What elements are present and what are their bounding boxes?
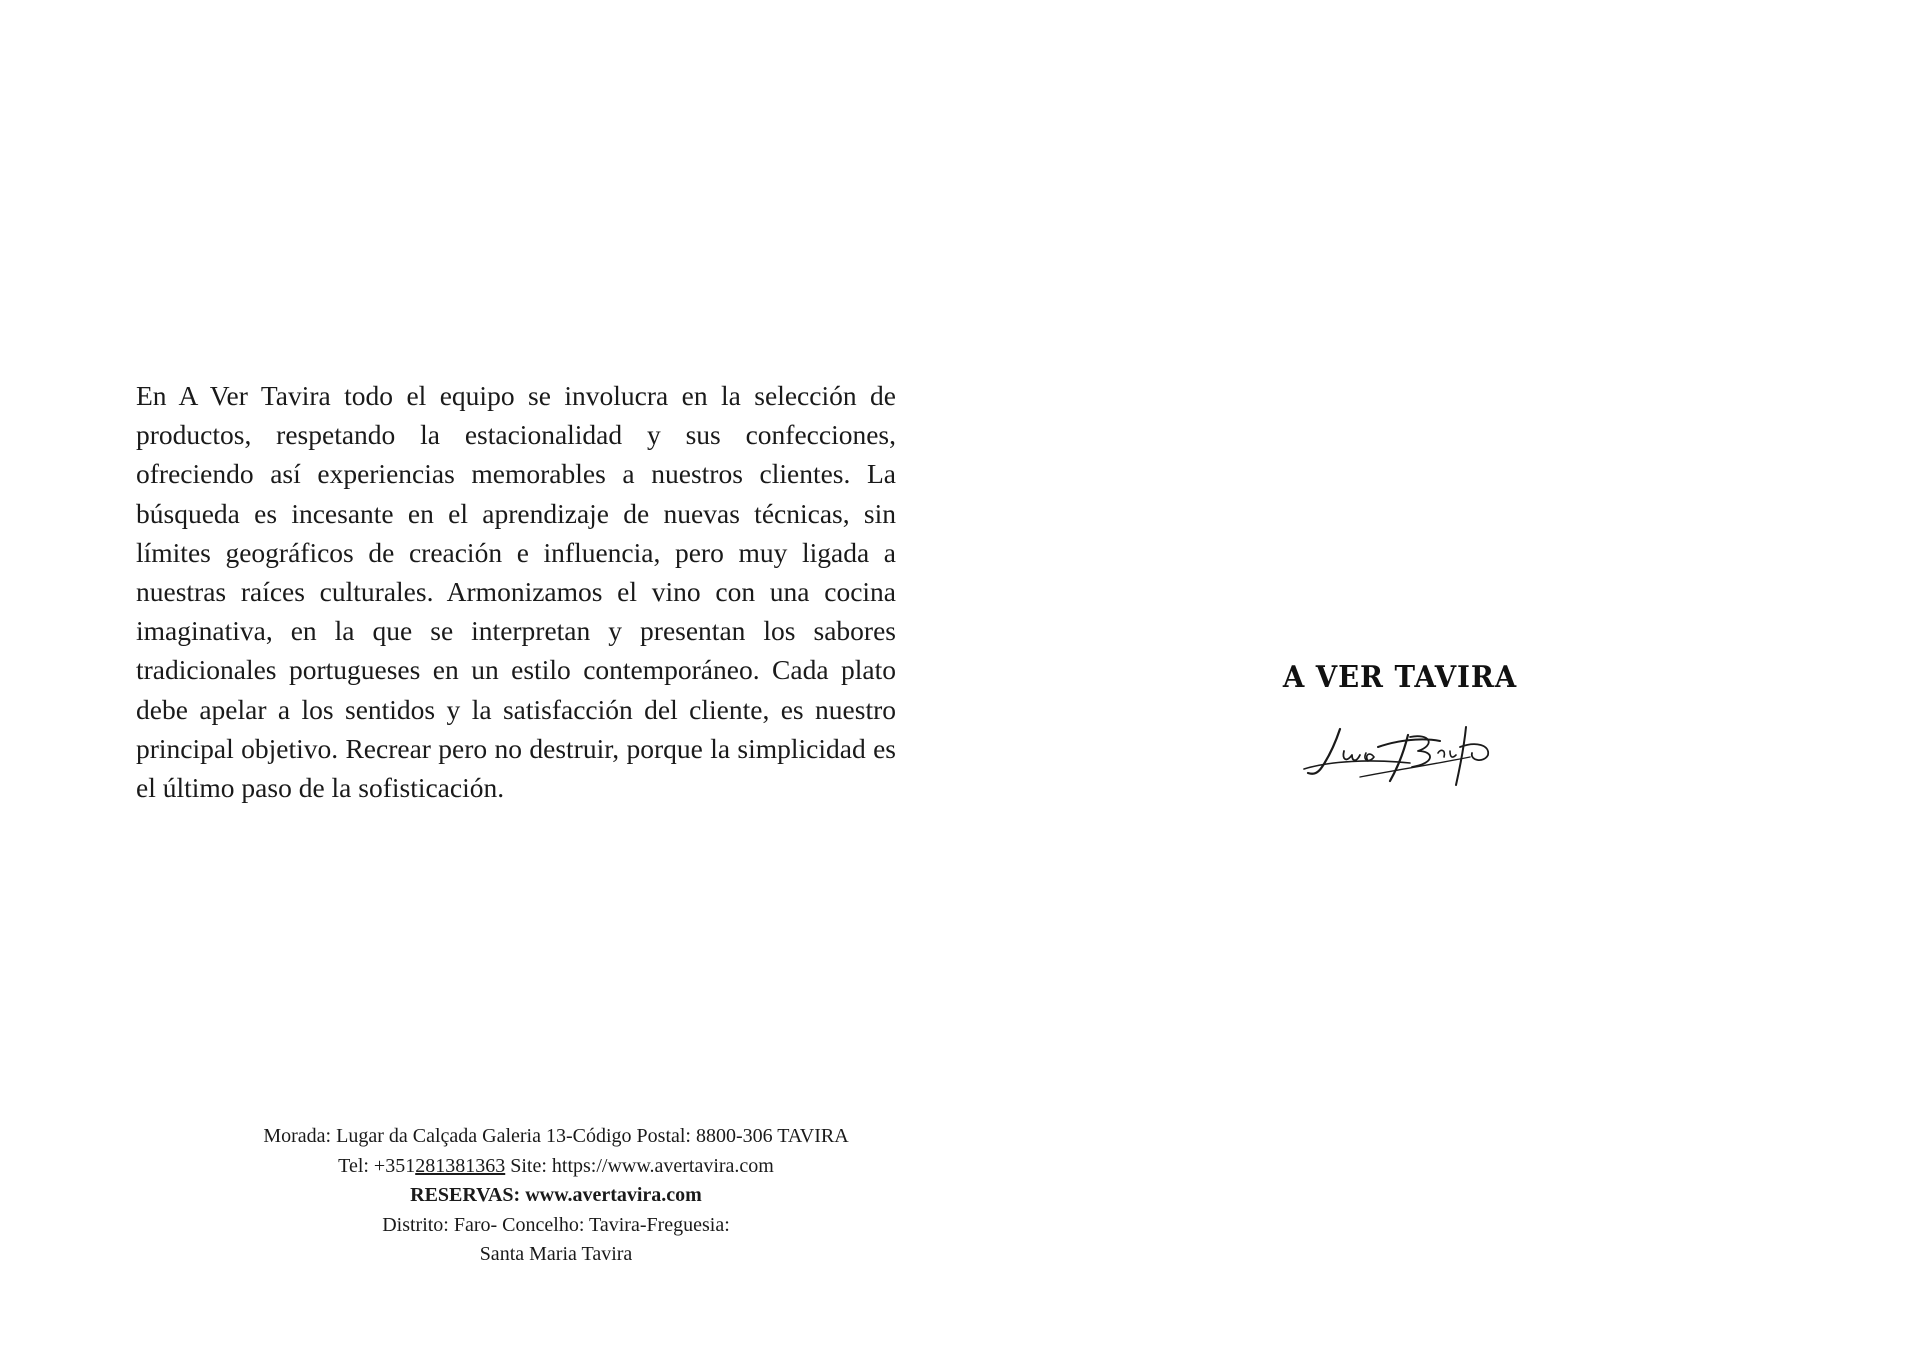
signature-text (1400, 791, 1401, 792)
intro-paragraph: En A Ver Tavira todo el equipo se involucra en la selección de productos, respetando la estacionalidad y sus confecciones, ofreciendo así experiencias memorables a nuestros clientes. La búsqueda es incesante en el aprendizaje de nuevas técnicas, sin límites geográficos de creación e influencia, pero muy ligada a nuestras raíces culturales. Armonizamos el vino con una cocina imaginativa, en la que se interpretan y presentan los sabores tradicionales portugueses en un estilo contemporáneo. Cada plato debe apelar a los sentidos y la satisfacción del cliente, es nuestro principal objetivo. Recrear pero no destruir, porque la simplicidad es el último paso de la sofisticación. (136, 380, 896, 804)
phone-prefix: Tel: +351 (338, 1154, 416, 1177)
brand-block (1240, 660, 1560, 791)
footer-district: Distrito: Faro- Concelho: Tavira-Freguesia: (382, 1213, 730, 1236)
site-text: Site: https://www.avertavira.com (505, 1154, 774, 1177)
footer-address: Morada: Lugar da Calçada Galeria 13-Código Postal: 8800-306 TAVIRA (263, 1125, 849, 1147)
brand-name: A VER TAVIRA (1282, 660, 1518, 695)
footer-parish: Santa Maria Tavira (479, 1243, 633, 1265)
phone-link[interactable]: 281381363 (415, 1154, 506, 1177)
footer-phone-site (186, 1152, 926, 1182)
footer-reservas: RESERVAS: www.avertavira.com (410, 1184, 702, 1206)
footer-contact (186, 1122, 926, 1270)
signature-icon (1300, 711, 1500, 791)
